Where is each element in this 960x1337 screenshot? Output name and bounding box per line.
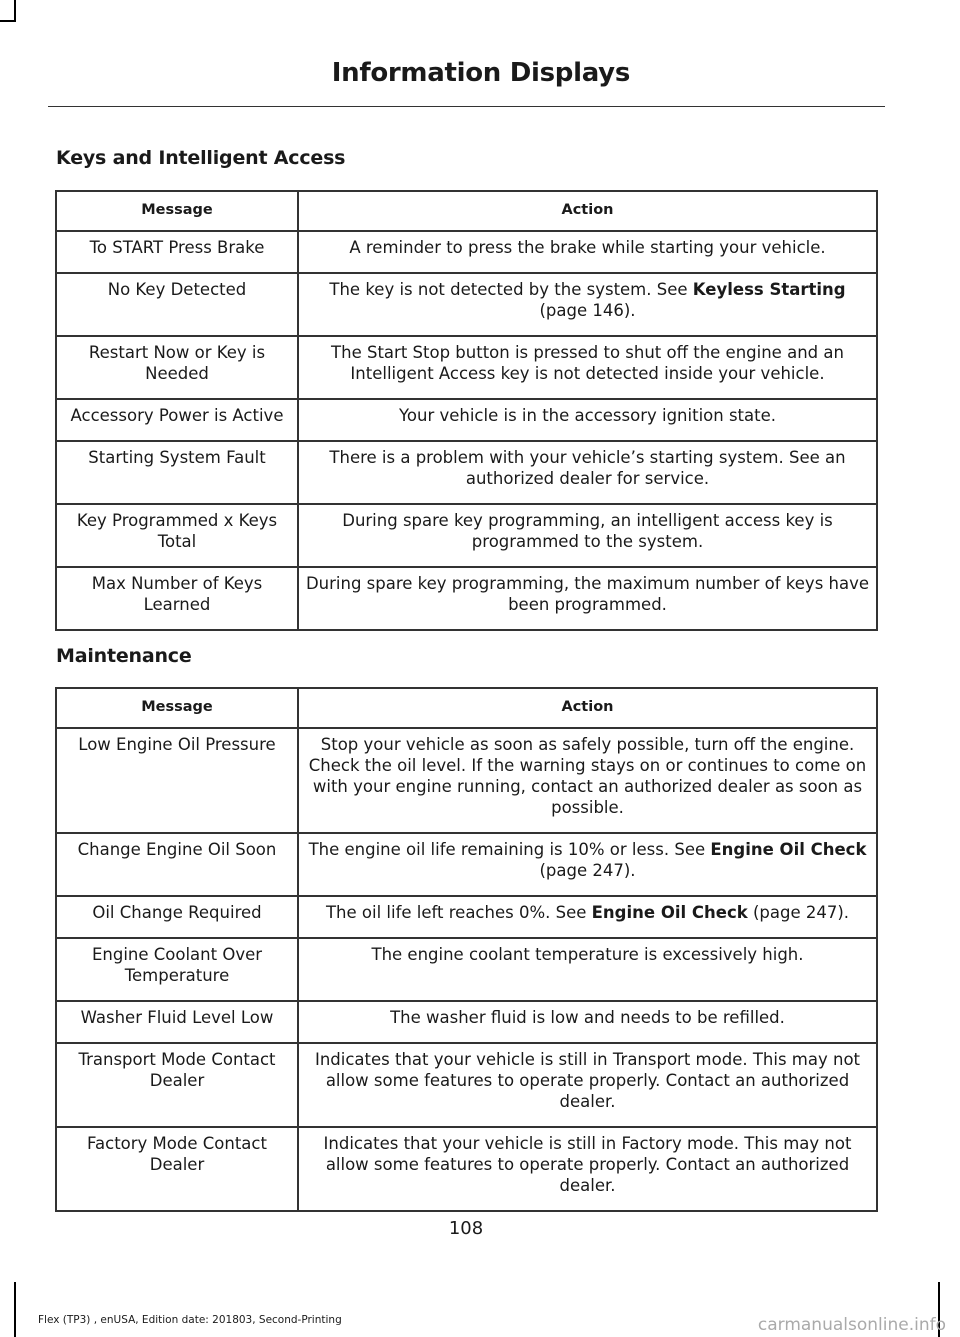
message-cell: To START Press Brake <box>56 231 298 273</box>
table-row <box>56 567 877 630</box>
message-cell: Oil Change Required <box>56 896 298 938</box>
section-heading-keys: Keys and Intelligent Access <box>56 147 346 169</box>
action-text: Indicates that your vehicle is still in Transport mode. This may not allow some features to operate properly. Contact an authorized dealer. <box>314 1050 861 1111</box>
action-cell <box>298 336 877 399</box>
action-cell <box>298 273 877 336</box>
table-row <box>56 1001 877 1043</box>
action-text: The washer fluid is low and needs to be refilled. <box>390 1008 785 1027</box>
action-text: The oil life left reaches 0%. See <box>325 903 592 922</box>
message-cell: Low Engine Oil Pressure <box>56 728 298 833</box>
message-cell: No Key Detected <box>56 273 298 336</box>
title-divider <box>48 106 885 107</box>
page-title: Information Displays <box>331 58 630 88</box>
crop-mark <box>14 0 16 22</box>
table-header-row <box>56 688 877 728</box>
action-cell <box>298 231 877 273</box>
action-cell <box>298 1127 877 1211</box>
cross-reference-link[interactable]: Engine Oil Check <box>710 840 867 859</box>
table-row <box>56 231 877 273</box>
message-cell: Starting System Fault <box>56 441 298 504</box>
action-cell <box>298 833 877 896</box>
message-cell: Max Number of Keys Learned <box>56 567 298 630</box>
action-cell <box>298 504 877 567</box>
action-cell <box>298 896 877 938</box>
message-cell: Key Programmed x Keys Total <box>56 504 298 567</box>
page-reference: (page 247). <box>539 861 636 880</box>
table-row <box>56 1127 877 1211</box>
column-header-message: Message <box>56 688 298 728</box>
table-row <box>56 336 877 399</box>
action-cell <box>298 1043 877 1127</box>
table-row <box>56 399 877 441</box>
table-row <box>56 441 877 504</box>
page-reference: (page 146). <box>539 301 636 320</box>
section-heading-maintenance: Maintenance <box>56 645 192 667</box>
action-cell <box>298 728 877 833</box>
column-header-action: Action <box>298 688 877 728</box>
table-row <box>56 1043 877 1127</box>
message-cell: Engine Coolant Over Temperature <box>56 938 298 1001</box>
maintenance-table <box>55 687 878 1212</box>
action-text: The Start Stop button is pressed to shut off the engine and an Intelligent Access key is not detected inside your vehicle. <box>331 343 844 383</box>
action-text: The key is not detected by the system. See <box>329 280 693 299</box>
action-text: The engine coolant temperature is excessively high. <box>371 945 804 964</box>
action-text: The engine oil life remaining is 10% or less. See <box>308 840 711 859</box>
table-row <box>56 504 877 567</box>
table-row <box>56 938 877 1001</box>
action-text: There is a problem with your vehicle’s starting system. See an authorized dealer for service. <box>329 448 846 488</box>
table-row <box>56 728 877 833</box>
keys-table <box>55 190 878 631</box>
message-cell: Accessory Power is Active <box>56 399 298 441</box>
message-cell: Restart Now or Key is Needed <box>56 336 298 399</box>
column-header-message: Message <box>56 191 298 231</box>
action-text: During spare key programming, the maximum number of keys have been programmed. <box>305 574 870 614</box>
table-row <box>56 833 877 896</box>
crop-mark <box>0 20 16 22</box>
table-row <box>56 273 877 336</box>
edition-footer: Flex (TP3) , enUSA, Edition date: 201803, Second-Printing <box>38 1314 342 1326</box>
table-row <box>56 896 877 938</box>
message-cell: Change Engine Oil Soon <box>56 833 298 896</box>
action-text: Indicates that your vehicle is still in Factory mode. This may not allow some features to operate properly. Contact an authorized dealer. <box>323 1134 852 1195</box>
page-reference: (page 247). <box>747 903 850 922</box>
action-text: A reminder to press the brake while starting your vehicle. <box>349 238 826 257</box>
action-text: Stop your vehicle as soon as safely possible, turn off the engine. Check the oil level. If the warning stays on or continues to come on with your engine running, contact an authorized dealer as soon as possible. <box>308 735 867 817</box>
message-cell: Transport Mode Contact Dealer <box>56 1043 298 1127</box>
cross-reference-link[interactable]: Engine Oil Check <box>591 903 748 922</box>
page-number: 108 <box>448 1218 484 1239</box>
action-cell <box>298 399 877 441</box>
column-header-action: Action <box>298 191 877 231</box>
action-text: During spare key programming, an intelligent access key is programmed to the system. <box>342 511 833 551</box>
cross-reference-link[interactable]: Keyless Starting <box>692 280 846 299</box>
action-cell <box>298 441 877 504</box>
action-cell <box>298 1001 877 1043</box>
action-text: Your vehicle is in the accessory ignition state. <box>399 406 776 425</box>
crop-mark <box>14 1282 16 1337</box>
message-cell: Factory Mode Contact Dealer <box>56 1127 298 1211</box>
message-cell: Washer Fluid Level Low <box>56 1001 298 1043</box>
watermark: carmanualsonline.info <box>757 1315 946 1335</box>
action-cell <box>298 567 877 630</box>
action-cell <box>298 938 877 1001</box>
table-header-row <box>56 191 877 231</box>
